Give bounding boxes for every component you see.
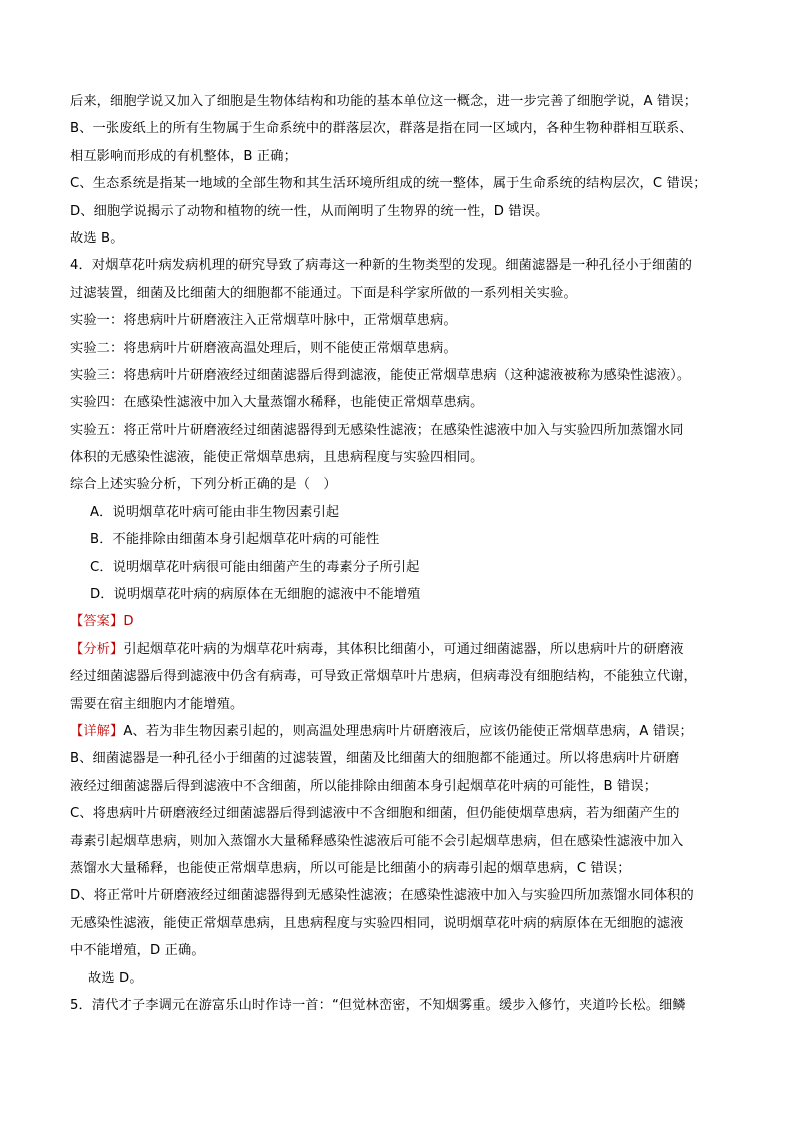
detail-line-6: 蒸馏水大量稀释，也能使正常烟草患病，所以可能是比细菌小的病毒引起的烟草患病，C 错误； [70,860,631,876]
prev-analysis-line-4: C、生态系统是指某一地域的全部生物和其生活环境所组成的统一整体，属于生命系统的结构层次，C 错误； [70,176,707,192]
experiment-4: 实验四：在感染性滤液中加入大量蒸馏水稀释，也能使正常烟草患病。 [70,395,484,411]
detail-line-1 [70,718,730,745]
analysis-tag: 【分析】 [70,641,124,657]
prev-analysis-line-5: D、细胞学说揭示了动物和植物的统一性，从而阐明了生物界的统一性，D 错误。 [70,203,549,219]
analysis-text-1: 引起烟草花叶病的为烟草花叶病毒，其体积比细菌小，可通过细菌滤器，所以患病叶片的研磨液 [123,641,684,657]
experiment-3: 实验三：将患病叶片研磨液经过细菌滤器后得到滤液，能使正常烟草患病（这种滤液被称为感染性滤液）。 [70,367,691,383]
document-page [70,88,730,1019]
question-prompt: 综合上述实验分析，下列分析正确的是（ ） [70,477,337,493]
analysis-line-3: 需要在宿主细胞内才能增殖。 [70,696,244,712]
detail-line-7: D、将正常叶片研磨液经过细菌滤器得到无感染性滤液；在感染性滤液中加入与实验四所加蒸馏水同体积的 [70,888,694,904]
answer-tag: 【答案】 [70,614,124,630]
detail-tag: 【详解】 [70,723,124,739]
prev-analysis-line-2: B、一张废纸上的所有生物属于生命系统中的群落层次，群落是指在同一区域内，各种生物种群相互联系、 [70,121,693,137]
question-4-stem-line-1: 4．对烟草花叶病发病机理的研究导致了病毒这一种新的生物类型的发现。细菌滤器是一种孔径小于细菌的 [70,258,693,274]
detail-line-4: C、将患病叶片研磨液经过细菌滤器后得到滤液中不含细胞和细菌，但仍能使烟草患病，若为细菌产生的 [70,806,680,822]
prev-analysis-line-3: 相互影响而形成的有机整体，B 正确； [70,148,297,164]
detail-text-1: A、若为非生物因素引起的，则高温处理患病叶片研磨液后，应该仍能使正常烟草患病，A 错误； [123,723,693,739]
detail-line-8: 无感染性滤液，能使正常烟草患病，且患病程度与实验四相同，说明烟草花叶病的病原体在无细胞的滤液 [70,915,684,931]
question-5-stem-line-1: 5．清代才子李调元在游富乐山时作诗一首：“但觉林峦密，不知烟雾重。缓步入修竹，夹道吟长松。细鳞 [70,997,686,1013]
detail-line-5: 毒素引起烟草患病，则加入蒸馏水大量稀释感染性滤液后可能不会引起烟草患病，但在感染性滤液中加入 [70,833,684,849]
option-d: D．说明烟草花叶病的病原体在无细胞的滤液中不能增殖 [90,587,421,603]
question-4-conclusion: 故选 D。 [88,970,143,986]
option-c: C．说明烟草花叶病很可能由细菌产生的毒素分子所引起 [90,559,420,575]
experiment-5-line-2: 体积的无感染性滤液，能使正常烟草患病，且患病程度与实验四相同。 [70,450,484,466]
detail-line-3: 液经过细菌滤器后得到滤液中不含细菌，所以能排除由细菌本身引起烟草花叶病的可能性，B 错误； [70,778,658,794]
prev-conclusion: 故选 B。 [70,230,124,246]
option-a: A．说明烟草花叶病可能由非生物因素引起 [90,504,340,520]
detail-line-2: B、细菌滤器是一种孔径小于细菌的过滤装置，细菌及比细菌大的细胞都不能通过。所以将患病叶片研磨 [70,751,680,767]
analysis-line-2: 经过细菌滤器后得到滤液中仍含有病毒，可导致正常烟草叶片患病，但病毒没有细胞结构，不能独立代谢， [70,669,697,685]
detail-line-9: 中不能增殖，D 正确。 [70,943,205,959]
experiment-5-line-1: 实验五：将正常叶片研磨液经过细菌滤器得到无感染性滤液；在感染性滤液中加入与实验四所加蒸馏水同 [70,422,684,438]
experiment-1: 实验一：将患病叶片研磨液注入正常烟草叶脉中，正常烟草患病。 [70,313,457,329]
experiment-2: 实验二：将患病叶片研磨液高温处理后，则不能使正常烟草患病。 [70,340,457,356]
option-b: B．不能排除由细菌本身引起烟草花叶病的可能性 [90,532,380,548]
answer-line [70,608,730,635]
answer-value: D [123,614,134,630]
question-4-stem-line-2: 过滤装置，细菌及比细菌大的细胞都不能通过。下面是科学家所做的一系列相关实验。 [70,285,577,301]
prev-analysis-line-1: 后来，细胞学说又加入了细胞是生物体结构和功能的基本单位这一概念，进一步完善了细胞学说，A 错误； [70,94,698,109]
analysis-line-1 [70,636,730,663]
